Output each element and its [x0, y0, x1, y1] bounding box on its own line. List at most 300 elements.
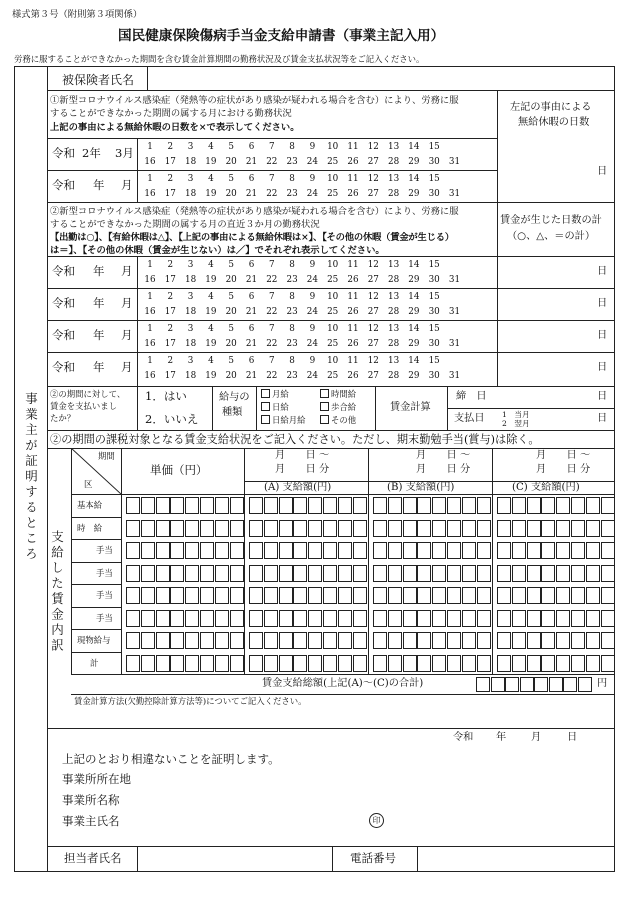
day-1[interactable]: 1	[147, 174, 153, 184]
digit-cell[interactable]	[293, 610, 307, 627]
digit-cell[interactable]	[527, 565, 541, 582]
day-31[interactable]: 31	[448, 339, 461, 349]
day-13[interactable]: 13	[387, 324, 400, 334]
digit-cell[interactable]	[308, 610, 322, 627]
digit-cell[interactable]	[353, 655, 367, 672]
digit-cell[interactable]	[601, 542, 615, 559]
day-1[interactable]: 1	[147, 260, 153, 270]
total-digit-cell[interactable]	[491, 677, 505, 692]
digit-cell[interactable]	[185, 565, 199, 582]
day-23[interactable]: 23	[286, 307, 298, 317]
day-2[interactable]: 2	[167, 260, 174, 270]
digit-cell[interactable]	[447, 497, 461, 514]
digit-cell[interactable]	[527, 655, 541, 672]
digit-cell[interactable]	[373, 565, 387, 582]
digit-cell[interactable]	[141, 497, 155, 514]
day-19[interactable]: 19	[205, 339, 217, 349]
day-26[interactable]: 26	[347, 371, 359, 381]
digit-cell[interactable]	[230, 542, 244, 559]
contact-person-field[interactable]	[140, 849, 330, 869]
day-26[interactable]: 26	[347, 307, 359, 317]
day-14[interactable]: 14	[408, 174, 420, 184]
digit-cell[interactable]	[156, 587, 170, 604]
digit-cell[interactable]	[403, 632, 417, 649]
digit-cell[interactable]	[497, 655, 511, 672]
digit-cell[interactable]	[323, 520, 337, 537]
day-3[interactable]: 3	[187, 174, 194, 184]
day-28[interactable]: 28	[387, 189, 400, 199]
day-24[interactable]: 24	[306, 371, 318, 381]
day-31[interactable]: 31	[448, 189, 461, 199]
digit-cell[interactable]	[497, 520, 511, 537]
day-13[interactable]: 13	[387, 142, 400, 152]
day-7[interactable]: 7	[268, 142, 275, 152]
day-17[interactable]: 17	[164, 275, 176, 285]
day-22[interactable]: 22	[266, 339, 278, 349]
day-11[interactable]: 11	[347, 174, 359, 184]
digit-cell[interactable]	[249, 565, 263, 582]
day-9[interactable]: 9	[309, 356, 316, 366]
digit-cell[interactable]	[373, 655, 387, 672]
digit-cell[interactable]	[353, 565, 367, 582]
digit-cell[interactable]	[586, 655, 600, 672]
day-6[interactable]: 6	[248, 356, 255, 366]
digit-cell[interactable]	[477, 565, 491, 582]
day-28[interactable]: 28	[387, 157, 400, 167]
digit-cell[interactable]	[249, 655, 263, 672]
total-digit-cell[interactable]	[476, 677, 490, 692]
digit-cell[interactable]	[323, 632, 337, 649]
day-28[interactable]: 28	[387, 371, 400, 381]
day-24[interactable]: 24	[306, 157, 318, 167]
day-22[interactable]: 22	[266, 189, 278, 199]
day-14[interactable]: 14	[408, 324, 420, 334]
digit-cell[interactable]	[264, 655, 278, 672]
day-31[interactable]: 31	[448, 307, 461, 317]
digit-cell[interactable]	[512, 632, 526, 649]
digit-cell[interactable]	[586, 497, 600, 514]
day-2[interactable]: 2	[167, 356, 174, 366]
digit-cell[interactable]	[403, 542, 417, 559]
digit-cell[interactable]	[447, 565, 461, 582]
day-11[interactable]: 11	[347, 142, 359, 152]
day-9[interactable]: 9	[309, 142, 316, 152]
day-23[interactable]: 23	[286, 157, 298, 167]
day-21[interactable]: 21	[245, 189, 258, 199]
day-8[interactable]: 8	[289, 260, 295, 270]
total-digit-cell[interactable]	[534, 677, 548, 692]
digit-cell[interactable]	[586, 632, 600, 649]
digit-cell[interactable]	[462, 520, 476, 537]
digit-cell[interactable]	[156, 542, 170, 559]
day-24[interactable]: 24	[306, 275, 318, 285]
day-9[interactable]: 9	[309, 324, 316, 334]
day-15[interactable]: 15	[428, 356, 440, 366]
digit-cell[interactable]	[601, 587, 615, 604]
digit-cell[interactable]	[338, 587, 352, 604]
digit-cell[interactable]	[447, 655, 461, 672]
day-2[interactable]: 2	[167, 292, 174, 302]
day-30[interactable]: 30	[428, 275, 440, 285]
digit-cell[interactable]	[338, 632, 352, 649]
digit-cell[interactable]	[156, 610, 170, 627]
day-26[interactable]: 26	[347, 275, 359, 285]
digit-cell[interactable]	[477, 497, 491, 514]
day-25[interactable]: 25	[327, 189, 339, 199]
day-4[interactable]: 4	[208, 260, 214, 270]
digit-cell[interactable]	[556, 610, 570, 627]
day-24[interactable]: 24	[306, 339, 318, 349]
digit-cell[interactable]	[601, 520, 615, 537]
day-16[interactable]: 16	[144, 339, 156, 349]
digit-cell[interactable]	[353, 497, 367, 514]
digit-cell[interactable]	[373, 542, 387, 559]
digit-cell[interactable]	[571, 497, 585, 514]
day-3[interactable]: 3	[187, 356, 194, 366]
day-1[interactable]: 1	[147, 356, 153, 366]
digit-cell[interactable]	[586, 610, 600, 627]
day-25[interactable]: 25	[327, 307, 339, 317]
day-29[interactable]: 29	[408, 307, 420, 317]
day-6[interactable]: 6	[248, 142, 255, 152]
digit-cell[interactable]	[373, 520, 387, 537]
total-digit-cell[interactable]	[505, 677, 519, 692]
day-8[interactable]: 8	[289, 174, 295, 184]
day-17[interactable]: 17	[164, 157, 176, 167]
digit-cell[interactable]	[170, 520, 184, 537]
digit-cell[interactable]	[170, 655, 184, 672]
day-20[interactable]: 20	[225, 157, 237, 167]
digit-cell[interactable]	[388, 565, 402, 582]
day-11[interactable]: 11	[347, 324, 359, 334]
digit-cell[interactable]	[403, 610, 417, 627]
day-14[interactable]: 14	[408, 356, 420, 366]
day-2[interactable]: 2	[167, 324, 174, 334]
digit-cell[interactable]	[308, 565, 322, 582]
digit-cell[interactable]	[462, 655, 476, 672]
digit-cell[interactable]	[308, 587, 322, 604]
digit-cell[interactable]	[373, 610, 387, 627]
day-6[interactable]: 6	[248, 260, 255, 270]
digit-cell[interactable]	[156, 565, 170, 582]
day-9[interactable]: 9	[309, 292, 316, 302]
digit-cell[interactable]	[293, 542, 307, 559]
digit-cell[interactable]	[417, 610, 431, 627]
digit-cell[interactable]	[417, 565, 431, 582]
digit-cell[interactable]	[279, 542, 293, 559]
s2-daygrid-4[interactable]	[137, 355, 497, 385]
digit-cell[interactable]	[432, 610, 446, 627]
day-29[interactable]: 29	[408, 275, 420, 285]
digit-cell[interactable]	[141, 610, 155, 627]
day-3[interactable]: 3	[187, 260, 194, 270]
digit-cell[interactable]	[388, 610, 402, 627]
day-3[interactable]: 3	[187, 292, 194, 302]
digit-cell[interactable]	[264, 565, 278, 582]
digit-cell[interactable]	[200, 587, 214, 604]
digit-cell[interactable]	[353, 542, 367, 559]
digit-cell[interactable]	[279, 520, 293, 537]
digit-cell[interactable]	[477, 542, 491, 559]
digit-cell[interactable]	[556, 497, 570, 514]
day-30[interactable]: 30	[428, 307, 440, 317]
digit-cell[interactable]	[417, 655, 431, 672]
day-5[interactable]: 5	[228, 324, 234, 334]
day-22[interactable]: 22	[266, 157, 278, 167]
digit-cell[interactable]	[447, 587, 461, 604]
day-9[interactable]: 9	[309, 260, 316, 270]
digit-cell[interactable]	[586, 520, 600, 537]
day-19[interactable]: 19	[205, 157, 217, 167]
day-19[interactable]: 19	[205, 371, 217, 381]
digit-cell[interactable]	[338, 610, 352, 627]
day-11[interactable]: 11	[347, 260, 359, 270]
wage-opt-monthly[interactable]: 月給	[261, 389, 289, 398]
digit-cell[interactable]	[293, 520, 307, 537]
digit-cell[interactable]	[279, 610, 293, 627]
s1-daygrid-2[interactable]	[137, 173, 497, 203]
day-10[interactable]: 10	[327, 356, 339, 366]
digit-cell[interactable]	[170, 497, 184, 514]
day-29[interactable]: 29	[408, 157, 420, 167]
day-2[interactable]: 2	[167, 142, 174, 152]
day-2[interactable]: 2	[167, 174, 174, 184]
digit-cell[interactable]	[586, 587, 600, 604]
digit-cell[interactable]	[417, 632, 431, 649]
day-9[interactable]: 9	[309, 174, 316, 184]
digit-cell[interactable]	[432, 520, 446, 537]
day-14[interactable]: 14	[408, 260, 420, 270]
day-31[interactable]: 31	[448, 275, 461, 285]
day-4[interactable]: 4	[208, 324, 214, 334]
day-23[interactable]: 23	[286, 189, 298, 199]
day-25[interactable]: 25	[327, 371, 339, 381]
digit-cell[interactable]	[308, 632, 322, 649]
digit-cell[interactable]	[126, 542, 140, 559]
day-10[interactable]: 10	[327, 174, 339, 184]
day-5[interactable]: 5	[228, 174, 234, 184]
digit-cell[interactable]	[215, 520, 229, 537]
day-26[interactable]: 26	[347, 189, 359, 199]
day-13[interactable]: 13	[387, 292, 400, 302]
digit-cell[interactable]	[279, 587, 293, 604]
day-4[interactable]: 4	[208, 292, 214, 302]
day-1[interactable]: 1	[147, 142, 153, 152]
digit-cell[interactable]	[571, 632, 585, 649]
digit-cell[interactable]	[215, 565, 229, 582]
day-3[interactable]: 3	[187, 142, 194, 152]
digit-cell[interactable]	[230, 497, 244, 514]
day-26[interactable]: 26	[347, 157, 359, 167]
digit-cell[interactable]	[200, 565, 214, 582]
digit-cell[interactable]	[338, 497, 352, 514]
digit-cell[interactable]	[477, 632, 491, 649]
pay-answer-no[interactable]: 2．いいえ	[145, 412, 199, 426]
digit-cell[interactable]	[249, 542, 263, 559]
day-31[interactable]: 31	[448, 371, 461, 381]
digit-cell[interactable]	[388, 587, 402, 604]
digit-cell[interactable]	[601, 655, 615, 672]
digit-cell[interactable]	[462, 610, 476, 627]
digit-cell[interactable]	[308, 520, 322, 537]
digit-cell[interactable]	[462, 587, 476, 604]
s2-daygrid-1[interactable]	[137, 259, 497, 289]
digit-cell[interactable]	[541, 632, 555, 649]
digit-cell[interactable]	[126, 497, 140, 514]
day-30[interactable]: 30	[428, 371, 440, 381]
day-13[interactable]: 13	[387, 174, 400, 184]
digit-cell[interactable]	[601, 565, 615, 582]
digit-cell[interactable]	[200, 610, 214, 627]
digit-cell[interactable]	[353, 632, 367, 649]
day-27[interactable]: 27	[367, 307, 379, 317]
digit-cell[interactable]	[497, 587, 511, 604]
digit-cell[interactable]	[230, 565, 244, 582]
wage-opt-hourly[interactable]: 時間給	[320, 389, 356, 398]
digit-cell[interactable]	[200, 632, 214, 649]
digit-cell[interactable]	[388, 520, 402, 537]
day-12[interactable]: 12	[367, 356, 379, 366]
digit-cell[interactable]	[497, 565, 511, 582]
digit-cell[interactable]	[556, 565, 570, 582]
digit-cell[interactable]	[156, 497, 170, 514]
digit-cell[interactable]	[541, 565, 555, 582]
digit-cell[interactable]	[249, 587, 263, 604]
digit-cell[interactable]	[388, 655, 402, 672]
digit-cell[interactable]	[403, 655, 417, 672]
digit-cell[interactable]	[541, 587, 555, 604]
digit-cell[interactable]	[293, 565, 307, 582]
day-20[interactable]: 20	[225, 307, 237, 317]
s1-daygrid-1[interactable]	[137, 141, 497, 171]
day-8[interactable]: 8	[289, 324, 295, 334]
digit-cell[interactable]	[497, 632, 511, 649]
digit-cell[interactable]	[200, 542, 214, 559]
day-18[interactable]: 18	[184, 371, 197, 381]
digit-cell[interactable]	[353, 610, 367, 627]
day-17[interactable]: 17	[164, 371, 176, 381]
day-7[interactable]: 7	[268, 292, 275, 302]
digit-cell[interactable]	[264, 632, 278, 649]
digit-cell[interactable]	[293, 497, 307, 514]
digit-cell[interactable]	[230, 520, 244, 537]
digit-cell[interactable]	[556, 632, 570, 649]
day-3[interactable]: 3	[187, 324, 194, 334]
day-29[interactable]: 29	[408, 189, 420, 199]
digit-cell[interactable]	[541, 610, 555, 627]
day-8[interactable]: 8	[289, 292, 295, 302]
digit-cell[interactable]	[170, 610, 184, 627]
digit-cell[interactable]	[512, 497, 526, 514]
digit-cell[interactable]	[126, 587, 140, 604]
day-14[interactable]: 14	[408, 142, 420, 152]
digit-cell[interactable]	[185, 497, 199, 514]
digit-cell[interactable]	[432, 587, 446, 604]
digit-cell[interactable]	[323, 542, 337, 559]
digit-cell[interactable]	[141, 520, 155, 537]
digit-cell[interactable]	[200, 520, 214, 537]
digit-cell[interactable]	[156, 632, 170, 649]
day-26[interactable]: 26	[347, 339, 359, 349]
digit-cell[interactable]	[249, 610, 263, 627]
digit-cell[interactable]	[447, 610, 461, 627]
day-31[interactable]: 31	[448, 157, 461, 167]
digit-cell[interactable]	[279, 497, 293, 514]
day-20[interactable]: 20	[225, 371, 237, 381]
day-20[interactable]: 20	[225, 275, 237, 285]
digit-cell[interactable]	[512, 610, 526, 627]
day-25[interactable]: 25	[327, 339, 339, 349]
digit-cell[interactable]	[462, 497, 476, 514]
day-23[interactable]: 23	[286, 275, 298, 285]
day-4[interactable]: 4	[208, 174, 214, 184]
digit-cell[interactable]	[556, 655, 570, 672]
digit-cell[interactable]	[141, 542, 155, 559]
day-16[interactable]: 16	[144, 371, 156, 381]
digit-cell[interactable]	[571, 587, 585, 604]
day-28[interactable]: 28	[387, 339, 400, 349]
wage-opt-other[interactable]: その他	[320, 415, 356, 424]
digit-cell[interactable]	[601, 497, 615, 514]
digit-cell[interactable]	[230, 610, 244, 627]
digit-cell[interactable]	[279, 655, 293, 672]
day-12[interactable]: 12	[367, 174, 379, 184]
day-19[interactable]: 19	[205, 307, 217, 317]
digit-cell[interactable]	[156, 520, 170, 537]
digit-cell[interactable]	[249, 632, 263, 649]
day-12[interactable]: 12	[367, 324, 379, 334]
digit-cell[interactable]	[338, 655, 352, 672]
day-4[interactable]: 4	[208, 356, 214, 366]
digit-cell[interactable]	[373, 632, 387, 649]
digit-cell[interactable]	[447, 542, 461, 559]
digit-cell[interactable]	[417, 497, 431, 514]
digit-cell[interactable]	[403, 520, 417, 537]
digit-cell[interactable]	[477, 655, 491, 672]
digit-cell[interactable]	[541, 520, 555, 537]
digit-cell[interactable]	[497, 497, 511, 514]
digit-cell[interactable]	[185, 520, 199, 537]
day-29[interactable]: 29	[408, 371, 420, 381]
digit-cell[interactable]	[586, 565, 600, 582]
digit-cell[interactable]	[541, 542, 555, 559]
day-18[interactable]: 18	[184, 189, 197, 199]
day-19[interactable]: 19	[205, 275, 217, 285]
digit-cell[interactable]	[571, 565, 585, 582]
digit-cell[interactable]	[141, 632, 155, 649]
wage-opt-daily-monthly[interactable]: 日給月給	[261, 415, 306, 424]
day-27[interactable]: 27	[367, 189, 379, 199]
digit-cell[interactable]	[556, 587, 570, 604]
day-10[interactable]: 10	[327, 260, 339, 270]
digit-cell[interactable]	[477, 520, 491, 537]
digit-cell[interactable]	[497, 610, 511, 627]
day-17[interactable]: 17	[164, 189, 176, 199]
day-5[interactable]: 5	[228, 292, 234, 302]
day-30[interactable]: 30	[428, 339, 440, 349]
digit-cell[interactable]	[462, 565, 476, 582]
digit-cell[interactable]	[571, 610, 585, 627]
digit-cell[interactable]	[432, 655, 446, 672]
digit-cell[interactable]	[447, 520, 461, 537]
digit-cell[interactable]	[126, 632, 140, 649]
day-18[interactable]: 18	[184, 275, 197, 285]
digit-cell[interactable]	[185, 632, 199, 649]
total-digit-cell[interactable]	[520, 677, 534, 692]
digit-cell[interactable]	[170, 632, 184, 649]
digit-cell[interactable]	[512, 587, 526, 604]
digit-cell[interactable]	[403, 565, 417, 582]
